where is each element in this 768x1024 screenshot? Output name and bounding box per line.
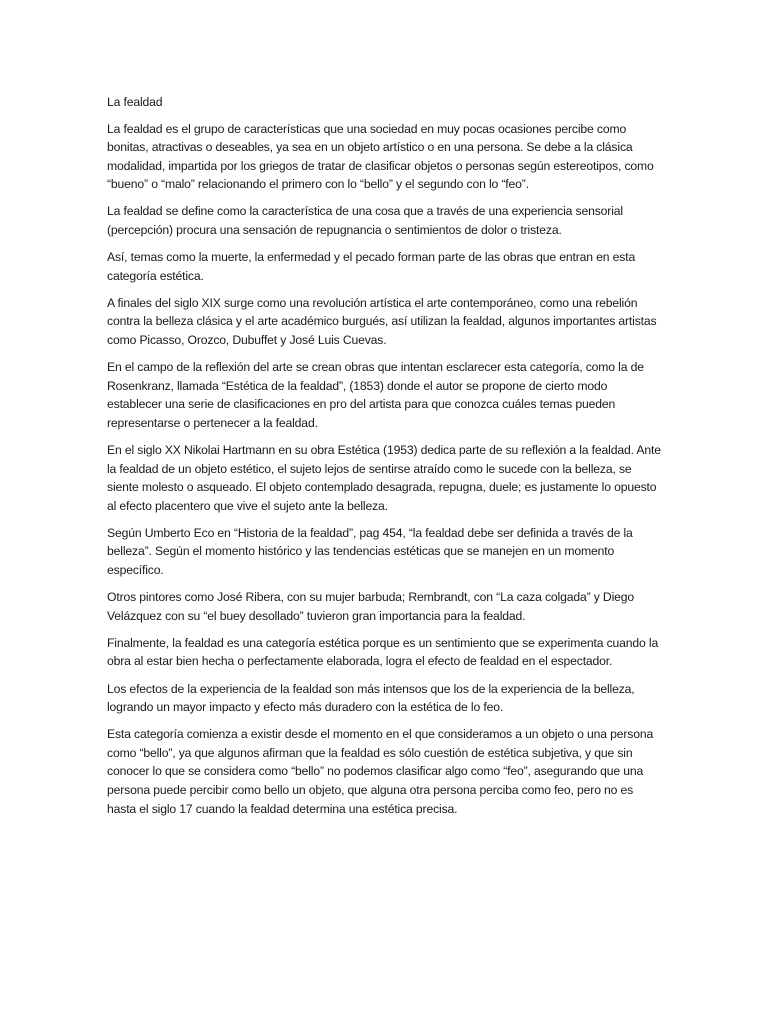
paragraph-sensory: La fealdad se define como la característica de una cosa que a través de una experiencia sensorial (percepción) procura una sensación de repugnancia o sentimientos de dolor o tristeza. [107, 204, 623, 238]
paragraph-contemporary-art: A finales del siglo XIX surge como una revolución artística el arte contemporáneo, como una rebelión contra la belleza clásica y el arte académico burgués, así utilizan la fealdad, algunos importantes artistas como Picasso, Orozco, Dubuffet y José Luis Cuevas. [107, 295, 657, 348]
paragraph-rosenkranz: En el campo de la reflexión del arte se crean obras que intentan esclarecer esta categoría, como la de Rosenkranz, llamada “Estética de la fealdad”, (1853) donde el autor se propone de cierto modo establecer una serie de clasificaciones en pro del artista para que conozca cuáles temas pueden representarse o pertenecer a la fealdad. [107, 360, 644, 430]
paragraph-painters: Otros pintores como José Ribera, con su mujer barbuda; Rembrandt, con “La caza colgada” y Diego Velázquez con su “el buey desollado” tuvieron gran importancia para la fealdad. [107, 590, 635, 623]
paragraph-umberto-eco: Según Umberto Eco en “Historia de la fealdad”, pag 454, “la fealdad debe ser definida a través de la belleza”. Según el momento histórico y las tendencias estéticas que se manejen en un momento específico. [107, 525, 633, 578]
paragraph-definition: La fealdad es el grupo de características que una sociedad en muy pocas ocasiones percibe como bonitas, atractivas o deseables, ya sea en un objeto artístico o en una persona. Se debe a la clásica modalidad, impartida por los griegos de tratar de clasificar objetos o personas según estereotipos, como “bueno” o “malo” relacionando el primero con lo “bello” y el segundo con lo “feo”. [107, 121, 654, 192]
document-page [107, 93, 663, 827]
paragraph-conclusion: Finalmente, la fealdad es una categoría estética porque es un sentimiento que se experimenta cuando la obra al estar bien hecha o perfectamente elaborada, logra el efecto de fealdad en el espectador. [107, 635, 659, 669]
paragraph-subjectivity: Esta categoría comienza a existir desde el momento en el que consideramos a un objeto o una persona como “bello”, ya que algunos afirman que la fealdad es sólo cuestión de estética subjetiva, y que sin conocer lo que se considera como “bello” no podemos clasificar algo como “feo”, asegurando que una persona puede percibir como bello un objeto, que alguna otra persona perciba como feo, pero no es hasta el siglo 17 cuando la fealdad determina una estética precisa. [107, 727, 654, 816]
paragraph-hartmann: En el siglo XX Nikolai Hartmann en su obra Estética (1953) dedica parte de su reflexión a la fealdad. Ante la fealdad de un objeto estético, el sujeto lejos de sentirse atraído como le sucede con la belleza, se siente molesto o asqueado. El objeto contemplado desagrada, repugna, duele; es justamente lo opuesto al efecto placentero que vive el sujeto ante la belleza. [107, 443, 661, 513]
document-title: La fealdad [107, 95, 163, 109]
paragraph-themes: Así, temas como la muerte, la enfermedad y el pecado forman parte de las obras que entran en esta categoría estética. [107, 250, 636, 283]
paragraph-effects: Los efectos de la experiencia de la fealdad son más intensos que los de la experiencia de la belleza, logrando un mayor impacto y efecto más duradero con la estética de lo feo. [107, 681, 635, 715]
